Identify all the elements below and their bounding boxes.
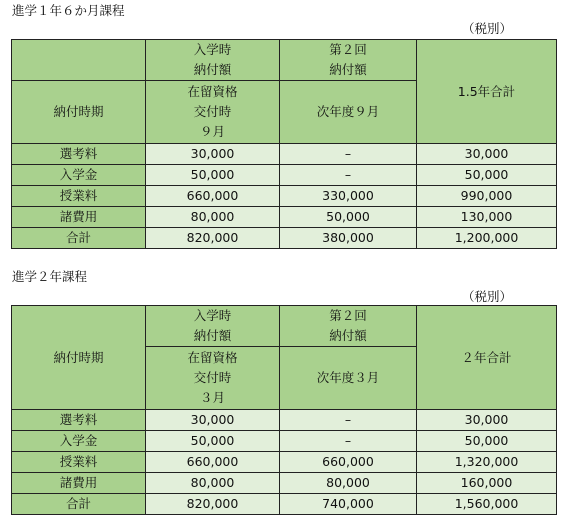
total-cell: 1,560,000 xyxy=(417,494,557,515)
table-row xyxy=(12,165,557,186)
row-label: 授業料 xyxy=(12,186,146,207)
value-cell: 660,000 xyxy=(280,452,417,473)
header-line: 納付額 xyxy=(193,62,232,77)
header-col2-bottom: 次年度３月 xyxy=(280,347,417,410)
header-col2-bottom: 次年度９月 xyxy=(280,81,417,144)
header-line: 納付額 xyxy=(193,328,232,343)
header-line: 在留資格 xyxy=(187,84,238,99)
value-cell: 80,000 xyxy=(146,207,280,228)
value-cell: – xyxy=(280,144,417,165)
header-line: 入学時 xyxy=(193,42,232,57)
section-title: 進学２年課程 xyxy=(12,269,88,284)
header-col2-top xyxy=(280,306,417,347)
table-row-total xyxy=(12,228,557,249)
header-col1-top xyxy=(146,306,280,347)
value-cell: 660,000 xyxy=(146,452,280,473)
header-col1-bottom xyxy=(146,347,280,410)
header-line: ３月 xyxy=(199,390,225,405)
table-row xyxy=(12,207,557,228)
header-line: 第２回 xyxy=(329,42,367,57)
total-cell: 1,200,000 xyxy=(417,228,557,249)
header-row-top xyxy=(12,40,557,81)
fee-table-2-year xyxy=(11,305,557,515)
fee-table-1-5-year xyxy=(11,39,557,249)
header-period-label: 納付時期 xyxy=(12,306,146,410)
value-cell: 660,000 xyxy=(146,186,280,207)
value-cell: 80,000 xyxy=(280,473,417,494)
value-cell: 30,000 xyxy=(146,410,280,431)
tax-note: （税別） xyxy=(461,289,512,304)
row-label: 合計 xyxy=(12,494,146,515)
table-row xyxy=(12,186,557,207)
total-cell: 990,000 xyxy=(417,186,557,207)
table-row xyxy=(12,431,557,452)
header-line: 納付額 xyxy=(329,62,367,77)
header-col1-bottom xyxy=(146,81,280,144)
value-cell: – xyxy=(280,431,417,452)
row-label: 選考料 xyxy=(12,410,146,431)
header-total: ２年合計 xyxy=(417,306,557,410)
tax-note: （税別） xyxy=(461,21,512,36)
value-cell: – xyxy=(280,410,417,431)
table-row xyxy=(12,452,557,473)
value-cell: 30,000 xyxy=(146,144,280,165)
total-cell: 1,320,000 xyxy=(417,452,557,473)
total-cell: 130,000 xyxy=(417,207,557,228)
value-cell: 740,000 xyxy=(280,494,417,515)
value-cell: 380,000 xyxy=(280,228,417,249)
value-cell: 820,000 xyxy=(146,494,280,515)
header-line: 第２回 xyxy=(329,308,367,323)
row-label: 諸費用 xyxy=(12,473,146,494)
row-label: 合計 xyxy=(12,228,146,249)
total-cell: 50,000 xyxy=(417,431,557,452)
value-cell: 80,000 xyxy=(146,473,280,494)
row-label: 選考料 xyxy=(12,144,146,165)
row-label: 諸費用 xyxy=(12,207,146,228)
header-line: ９月 xyxy=(199,124,225,139)
table-row xyxy=(12,144,557,165)
row-label: 入学金 xyxy=(12,165,146,186)
value-cell: 820,000 xyxy=(146,228,280,249)
header-col1-top xyxy=(146,40,280,81)
header-total: 1.5年合計 xyxy=(417,40,557,144)
total-cell: 50,000 xyxy=(417,165,557,186)
table-row xyxy=(12,410,557,431)
row-label: 入学金 xyxy=(12,431,146,452)
value-cell: 50,000 xyxy=(146,165,280,186)
value-cell: – xyxy=(280,165,417,186)
total-cell: 30,000 xyxy=(417,410,557,431)
header-line: 入学時 xyxy=(193,308,232,323)
header-line: 交付時 xyxy=(193,370,232,385)
row-label: 授業料 xyxy=(12,452,146,473)
value-cell: 330,000 xyxy=(280,186,417,207)
header-blank-cell xyxy=(12,40,146,81)
header-line: 納付額 xyxy=(329,328,367,343)
header-line: 交付時 xyxy=(193,104,232,119)
value-cell: 50,000 xyxy=(280,207,417,228)
value-cell: 50,000 xyxy=(146,431,280,452)
header-col2-top xyxy=(280,40,417,81)
table-row-total xyxy=(12,494,557,515)
section-title: 進学１年６か月課程 xyxy=(12,3,125,18)
header-period-label: 納付時期 xyxy=(12,81,146,144)
table-row xyxy=(12,473,557,494)
total-cell: 160,000 xyxy=(417,473,557,494)
header-line: 在留資格 xyxy=(187,350,238,365)
header-row-top xyxy=(12,306,557,347)
total-cell: 30,000 xyxy=(417,144,557,165)
